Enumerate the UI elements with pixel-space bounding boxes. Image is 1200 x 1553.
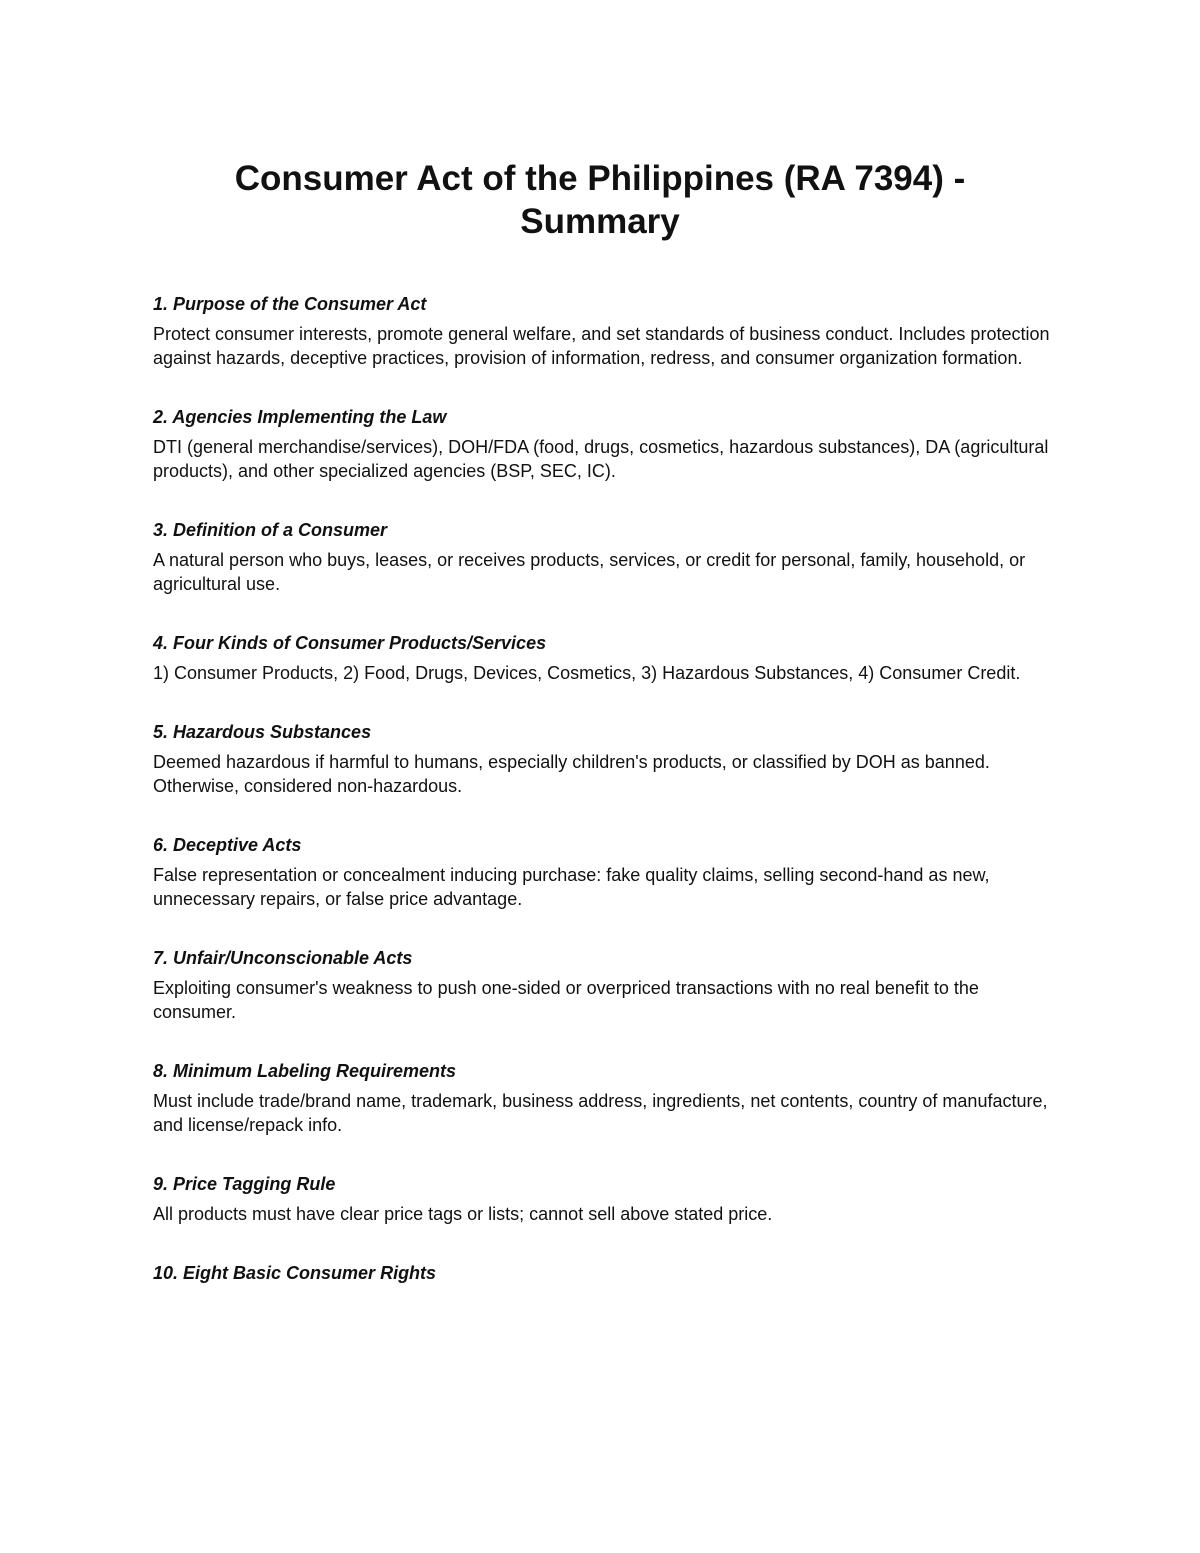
- section-agencies: [153, 405, 1053, 483]
- section-heading: 1. Purpose of the Consumer Act: [153, 294, 427, 314]
- document-title: [150, 157, 1050, 243]
- section-body: Protect consumer interests, promote general welfare, and set standards of business conduct. Includes protection against hazards, deceptive practices, provision of information, redress, and consumer organization formation.: [153, 324, 1050, 368]
- section-purpose: [153, 292, 1053, 370]
- section-body: Exploiting consumer's weakness to push one-sided or overpriced transactions with no real benefit to the consumer.: [153, 978, 979, 1022]
- section-body: DTI (general merchandise/services), DOH/FDA (food, drugs, cosmetics, hazardous substances), DA (agricultural products), and other specialized agencies (BSP, SEC, IC).: [153, 437, 1049, 481]
- section-product-kinds: [153, 631, 1053, 685]
- section-labeling-requirements: [153, 1059, 1053, 1137]
- document-title-line-2: Summary: [520, 202, 680, 241]
- section-body: A natural person who buys, leases, or receives products, services, or credit for personal, family, household, or agricultural use.: [153, 550, 1026, 594]
- section-heading: 6. Deceptive Acts: [153, 835, 302, 855]
- section-body: False representation or concealment inducing purchase: fake quality claims, selling second-hand as new, unnecessary repairs, or false price advantage.: [153, 865, 990, 909]
- section-price-tagging: [153, 1172, 1053, 1226]
- section-heading: 7. Unfair/Unconscionable Acts: [153, 948, 413, 968]
- section-heading: 10. Eight Basic Consumer Rights: [153, 1263, 437, 1283]
- section-heading: 3. Definition of a Consumer: [153, 520, 388, 540]
- summary-sections: [153, 292, 1053, 1320]
- section-heading: 4. Four Kinds of Consumer Products/Services: [153, 633, 547, 653]
- section-body: Deemed hazardous if harmful to humans, especially children's products, or classified by DOH as banned. Otherwise, considered non-hazardous.: [153, 752, 990, 796]
- section-consumer-definition: [153, 518, 1053, 596]
- section-body: 1) Consumer Products, 2) Food, Drugs, Devices, Cosmetics, 3) Hazardous Substances, 4) Consumer Credit.: [153, 663, 1021, 683]
- section-unfair-acts: [153, 946, 1053, 1024]
- section-consumer-rights: [153, 1261, 1053, 1285]
- section-body: Must include trade/brand name, trademark, business address, ingredients, net contents, country of manufacture, and license/repack info.: [153, 1091, 1048, 1135]
- document-title-line-1: Consumer Act of the Philippines (RA 7394) -: [234, 159, 966, 198]
- section-body: All products must have clear price tags or lists; cannot sell above stated price.: [153, 1204, 773, 1224]
- section-heading: 5. Hazardous Substances: [153, 722, 372, 742]
- section-hazardous-substances: [153, 720, 1053, 798]
- section-heading: 2. Agencies Implementing the Law: [153, 407, 447, 427]
- section-heading: 8. Minimum Labeling Requirements: [153, 1061, 457, 1081]
- section-deceptive-acts: [153, 833, 1053, 911]
- section-heading: 9. Price Tagging Rule: [153, 1174, 336, 1194]
